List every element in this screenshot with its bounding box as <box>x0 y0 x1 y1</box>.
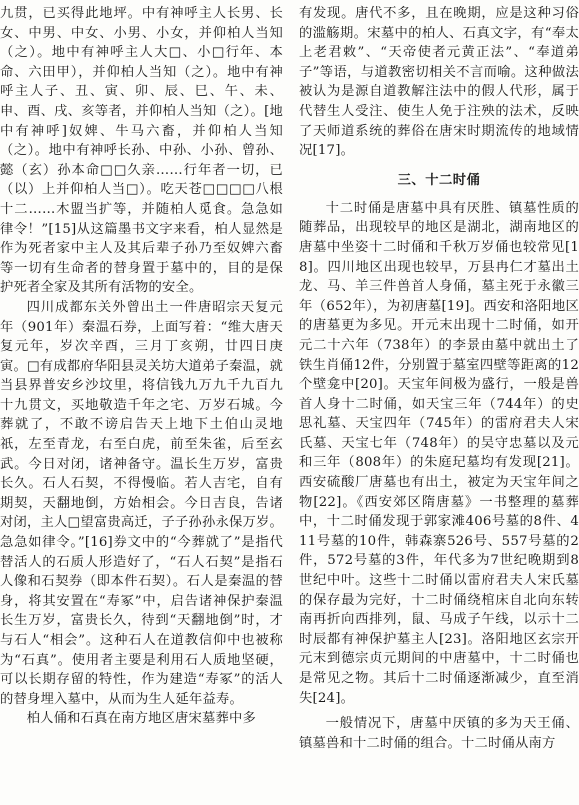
right-column <box>299 0 579 805</box>
left-column <box>0 0 283 805</box>
body-paragraph: 一般情况下，唐墓中厌镇的多为天王俑、镇墓兽和十二时俑的组合。十二时俑从南方 <box>299 716 579 751</box>
body-paragraph: 九贯，已买得此地坪。中有神呼主人长男、长女、中男、中女、小男、小女，并仰柏人当知（之）。地中有神呼主人大□、小□行年、本命、六田甲），并仰柏人当知（之）。地中有神呼主人子、丑、寅、卯、辰、巳、午、未、申、酉、戌、亥等者，并仰柏人当知（之）。[地中有神呼]奴婢、牛马六畜，并仰柏人当知（之）。地中有神呼长孙、中孙、小孙、曾孙、懿（玄）孙本命□□久亲……行年者一切，已（以）上并仰柏人当□）。吃天苍□□□□八根十二……木盟当扩等，并随柏人觅食。急急如律令！”[15]从这篇墨书文字来看，柏人显然是作为死者家中主人及其后辈子孙乃至奴婢六畜等一切有生命者的替身置于墓中的，目的是保护死者全家及其所有活物的安全。 <box>0 6 283 296</box>
body-paragraph: 十二时俑是唐墓中具有厌胜、镇墓性质的随葬品，出现较早的地区是湖北，湖南地区的唐墓中坐姿十二时俑和千秋万岁俑也较常见[18]。四川地区出现也较早，万县冉仁才墓出土龙、马、羊三件兽首人身俑，墓主死于永徽三年（652年），为初唐墓[19]。西安和洛阳地区的唐墓更为多见。开元末出现十二时俑，如开元二十六年（738年）的李景由墓中就出土了铁生肖俑12件，分别置于墓室四壁等距离的12个壁龛中[20]。天宝年间极为盛行，一般是兽首人身十二时俑，如天宝三年（744年）的史思礼墓、天宝四年（745年）的雷府君夫人宋氏墓、天宝七年（748年）的吴守忠墓以及元和三年（808年）的朱庭玘墓均有发现[21]。西安硫酸厂唐墓也有出土，被定为天宝年间之物[22]。《西安郊区隋唐墓》一书整理的墓葬中，十二时俑发现于郭家滩406号墓的8件、411号墓的10件，韩森寨526号、557号墓的2件，572号墓的3件，年代多为7世纪晚期到8世纪中叶。这些十二时俑以雷府君夫人宋氏墓的保存最为完好，十二时俑绕棺床自北向东转南再折向西排列，鼠、马成子午线，以示十二时辰都有神保护墓主人[23]。洛阳地区玄宗开元末到德宗贞元期间的中唐墓中，十二时俑也是常见之物。其后十二时俑逐渐减少，直至消失[24]。 <box>299 200 579 706</box>
body-paragraph: 柏人俑和石真在南方地区唐宋墓葬中多 <box>26 711 257 727</box>
body-paragraph: 四川成都东关外曾出土一件唐昭宗天复元年（901年）秦温石券，上面写着：“维大唐天复元年，岁次辛酉，三月丁亥朔，廿四日庚寅。□有成都府华阳县灵关坊大道弟子秦温，就当县界普安乡沙坟里，将信钱九万九千九百九十九贯文，买地敬造千年之宅、万岁石城。今葬就了，不敢不谤启告天上地下土伯山灵地祇，左至青龙，右至白虎，前至朱雀，后至玄武。今日对闭，诸神备守。温长生万岁，富贵长久。石人石契，不得慢临。若人吉宅，自有期契，天翻地倒，方始相会。今日吉良，告诸对闭，主人□望富贵高迁，子子孙孙永保万岁。急急如律令。”[16]券文中的“今葬就了”是指代替活人的石质人形造好了，“石人石契”是指石人像和石契券（即本件石契）。石人是秦温的替身，将其安置在“寿冢”中，启告诸神保护秦温长生万岁，富贵长久，待到“天翻地倒”时，才与石人“相会”。这种石人在道教信仰中也被称为“石真”。使用者主要是利用石人质地坚硬，可以长期存留的特性，作为建造“寿冢”的活人的替身埋入墓中，从而为生人延年益寿。 <box>0 299 283 707</box>
body-paragraph: 有发现。唐代不多，且在晚期，应是这种习俗的滥觞期。宋墓中的柏人、石真文字，有“奉太上老君敕”、“天帝使者元黄正法”、“奉道弟子”等语，与道教密切相关不言而喻。这种做法被认为是源自道教解注法中的假人代形，属于代替生人受注、使生人免于注殃的法术，反映了天师道系统的葬俗在唐宋时期流传的地域情况[17]。 <box>299 6 579 159</box>
section-heading: 三、十二时俑 <box>397 172 481 188</box>
